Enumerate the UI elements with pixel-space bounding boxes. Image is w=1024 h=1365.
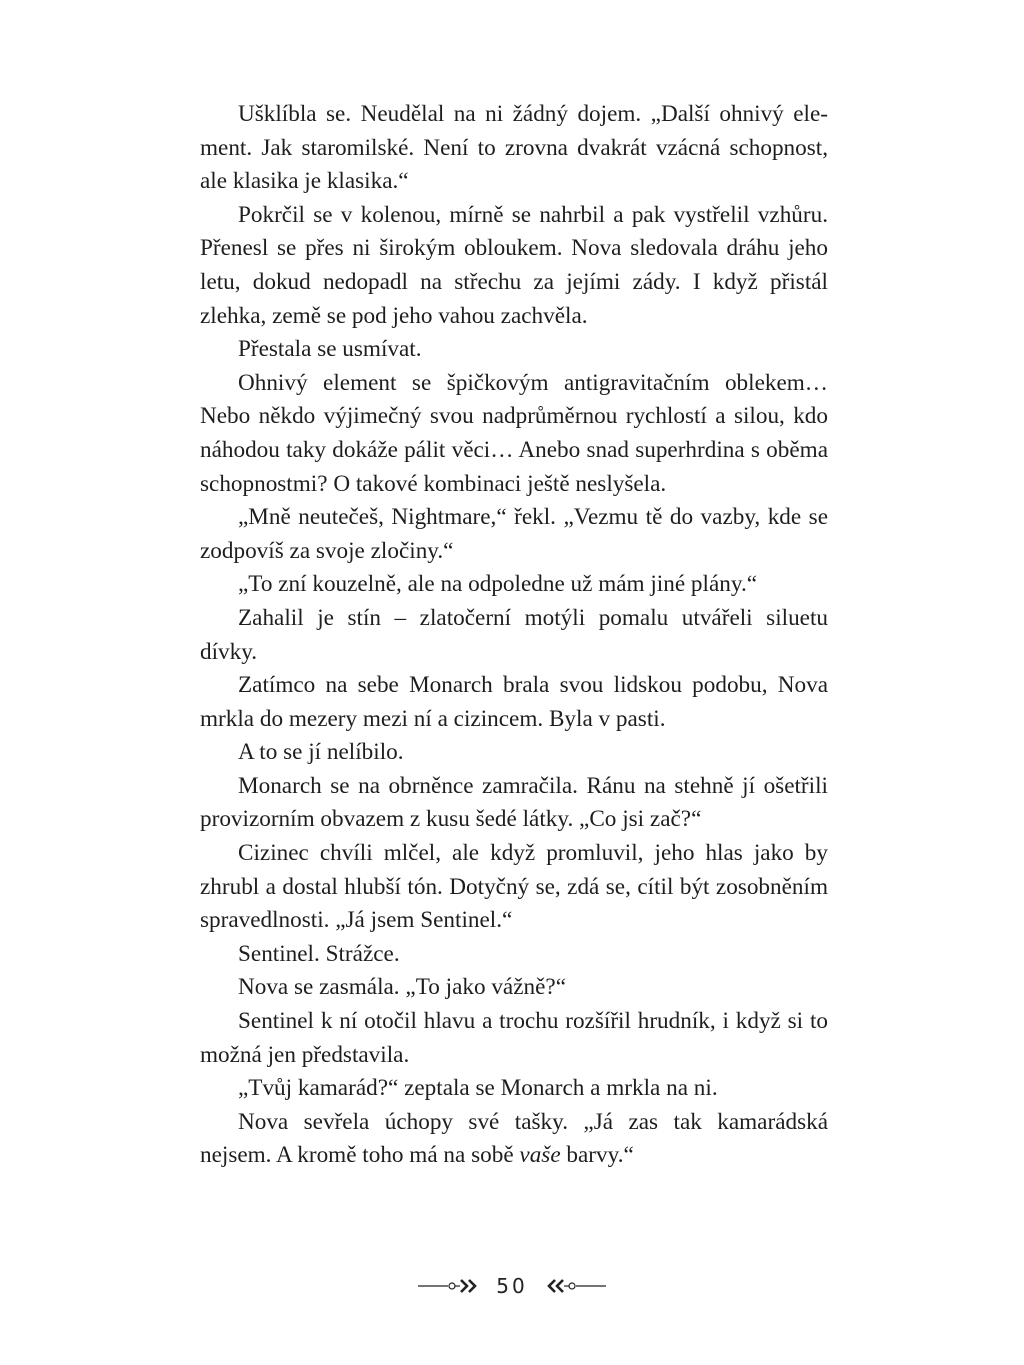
- text-segment: Nova sevřela úchopy své tašky. „Já zas tak kamarádská nejsem. A kromě toho má na sobě: [200, 1108, 828, 1169]
- paragraph: Cizinec chvíli mlčel, ale když promluvil, jeho hlas jako by zhrubl a dostal hlubší tón. Dotyčný se, zdá se, cítil být zosobněním spravedlnosti. „Já jsem Sentinel.“: [200, 840, 828, 934]
- paragraph: Nova se zasmála. „To jako vážně?“: [238, 974, 566, 1001]
- paragraph: Přestala se usmívat.: [238, 336, 422, 363]
- body-text: [200, 98, 828, 1173]
- paragraph-last: [200, 1106, 828, 1173]
- paragraph: Zatímco na sebe Monarch brala svou lidskou podobu, Nova mrkla do mezery mezi ní a cizincem. Byla v pasti.: [200, 672, 828, 732]
- paragraph: „Mně neutečeš, Nightmare,“ řekl. „Vezmu tě do vazby, kde se zodpovíš za svoje zločiny.“: [200, 504, 828, 564]
- paragraph: Sentinel k ní otočil hlavu a trochu rozšířil hrudník, i když si to možná jen představila.: [200, 1008, 828, 1068]
- paragraph: Zahalil je stín – zlatočerní motýli pomalu utvářeli siluetu dívky.: [200, 604, 828, 665]
- paragraph: Ohnivý element se špičkovým antigravitačním oblekem… Nebo někdo výjimečný svou nadprůměrnou rychlostí a silou, kdo náhodou taky dokáže pálit věci… Anebo snad superhrdina s oběma schopnostmi? O takové kombinaci ještě neslyšela.: [200, 369, 828, 497]
- page-number: 50: [496, 1274, 528, 1298]
- left-ornament-icon: [418, 1276, 486, 1296]
- paragraph: Pokrčil se v kolenou, mírně se nahrbil a pak vystřelil vzhůru. Přenesl se přes ni širokým obloukem. Nova sledovala dráhu jeho letu, dokud nedopadl na střechu za jejími zády. I když přistál zlehka, země se pod jeho vahou zachvěla.: [200, 201, 828, 329]
- paragraph: „Tvůj kamarád?“ zeptala se Monarch a mrkla na ni.: [238, 1075, 718, 1102]
- right-ornament-icon: [538, 1276, 606, 1296]
- paragraph: A to se jí nelíbilo.: [238, 739, 404, 766]
- paragraph: Sentinel. Strážce.: [238, 940, 400, 967]
- paragraph: Ušklíbla se. Neudělal na ni žádný dojem. „Další ohnivý element. Jak staromilské. Není to zrovna dvakrát vzácná schopnost, ale klasika je klasika.“: [200, 101, 828, 195]
- page-footer: [0, 1274, 1024, 1298]
- paragraph: Monarch se na obrněnce zamračila. Ránu na stehně jí ošetřili provizorním obvazem z kusu šedé látky. „Co jsi zač?“: [200, 772, 828, 833]
- italic-emphasis: vaše: [519, 1142, 561, 1169]
- text-segment: barvy.“: [560, 1142, 634, 1169]
- paragraph: „To zní kouzelně, ale na odpoledne už mám jiné plány.“: [238, 571, 758, 598]
